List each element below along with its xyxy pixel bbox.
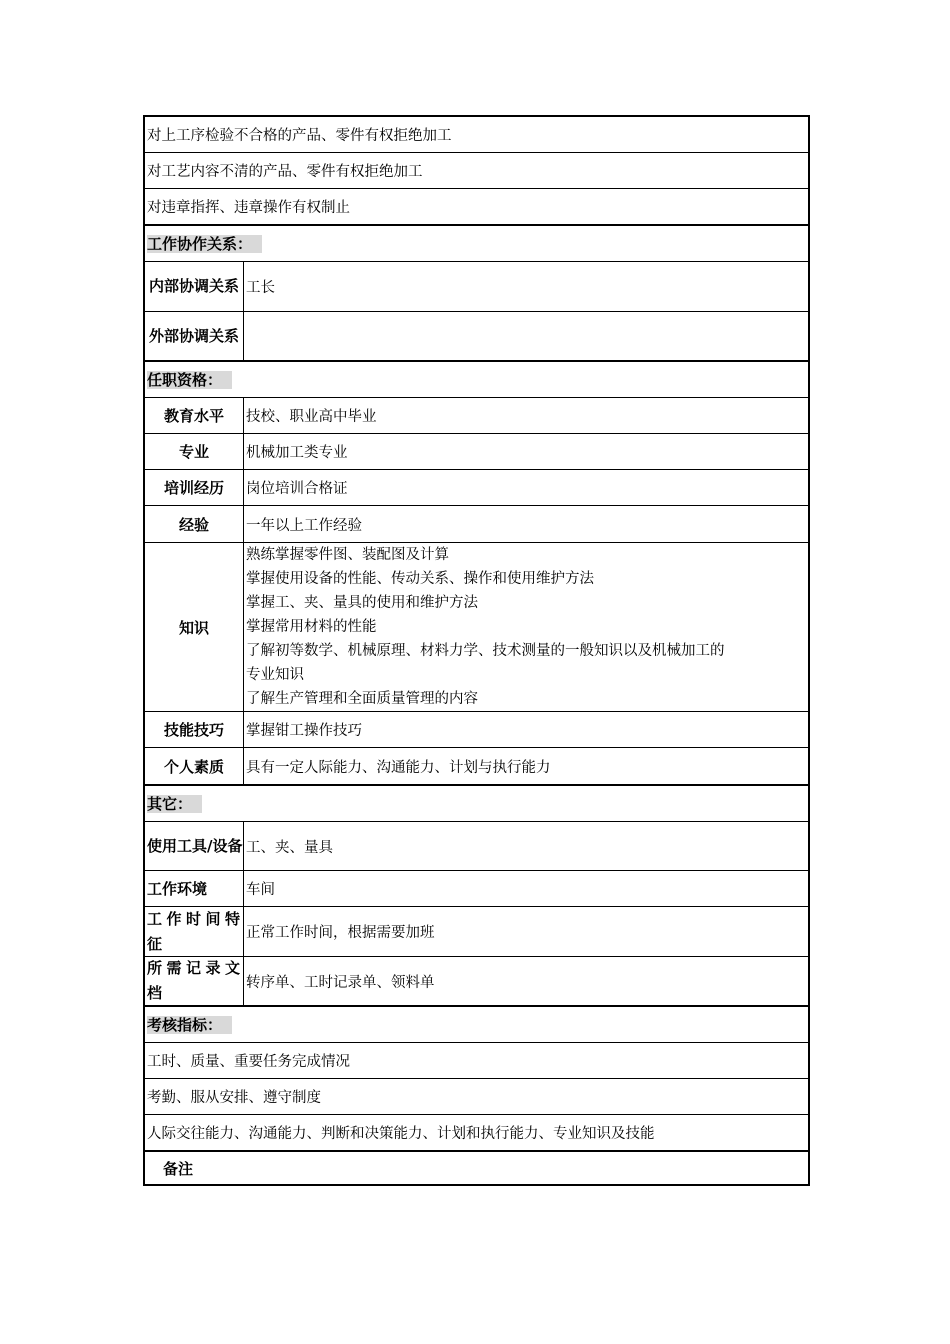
assessment-item: 考勤、服从安排、遵守制度 [145, 1079, 808, 1115]
knowledge-item: 专业知识 [246, 667, 304, 683]
field-label: 外部协调关系 [145, 312, 244, 360]
knowledge-row [145, 543, 808, 712]
section-cooperation-header [145, 226, 808, 262]
education-row [145, 398, 808, 434]
tools-row [145, 822, 808, 871]
skills-row [145, 712, 808, 748]
field-value: 车间 [246, 882, 275, 898]
rights-row [145, 117, 808, 153]
field-value: 一年以上工作经验 [246, 517, 362, 534]
field-label: 培训经历 [145, 470, 244, 505]
section-title: 其它： [147, 795, 202, 813]
rights-row [145, 189, 808, 226]
field-label: 所需记录文档 [145, 957, 244, 1005]
remarks-label: 备注 [163, 1159, 194, 1178]
field-value: 工长 [246, 280, 275, 296]
field-value [244, 312, 808, 360]
section-title: 任职资格： [147, 371, 232, 389]
rights-row [145, 153, 808, 189]
section-qualifications-header [145, 362, 808, 398]
field-value: 岗位培训合格证 [246, 481, 348, 497]
field-label: 使用工具/设备 [145, 822, 244, 870]
assessment-item: 工时、质量、重要任务完成情况 [145, 1043, 808, 1079]
knowledge-item: 掌握常用材料的性能 [246, 619, 377, 635]
field-label: 知识 [145, 543, 244, 711]
knowledge-item: 了解生产管理和全面质量管理的内容 [246, 691, 478, 707]
field-label: 工作时间特征 [145, 907, 244, 956]
field-label: 工作环境 [145, 871, 244, 906]
knowledge-item: 掌握使用设备的性能、传动关系、操作和使用维护方法 [246, 571, 594, 587]
environment-row [145, 871, 808, 907]
major-row [145, 434, 808, 470]
section-assessment-header [145, 1007, 808, 1043]
experience-row [145, 506, 808, 543]
field-value: 正常工作时间，根据需要加班 [246, 925, 435, 941]
knowledge-item: 熟练掌握零件图、装配图及计算 [246, 547, 449, 563]
training-row [145, 470, 808, 506]
remarks-row [145, 1152, 808, 1186]
knowledge-item: 了解初等数学、机械原理、材料力学、技术测量的一般知识以及机械加工的 [246, 643, 725, 659]
rights-text: 对工艺内容不清的产品、零件有权拒绝加工 [147, 164, 423, 180]
field-value: 掌握钳工操作技巧 [246, 723, 362, 739]
internal-coordination-row [145, 262, 808, 312]
job-description-table [143, 115, 810, 1186]
field-label: 经验 [145, 506, 244, 542]
field-label: 技能技巧 [145, 712, 244, 747]
section-title: 考核指标： [147, 1016, 232, 1034]
rights-text: 对上工序检验不合格的产品、零件有权拒绝加工 [147, 128, 452, 144]
assessment-item: 人际交往能力、沟通能力、判断和决策能力、计划和执行能力、专业知识及技能 [145, 1115, 808, 1152]
field-value: 机械加工类专业 [246, 445, 348, 461]
knowledge-list [244, 543, 808, 711]
field-value: 技校、职业高中毕业 [246, 409, 377, 425]
field-value: 工、夹、量具 [246, 839, 333, 856]
field-label: 个人素质 [145, 748, 244, 784]
knowledge-item: 掌握工、夹、量具的使用和维护方法 [246, 595, 478, 611]
field-label: 教育水平 [145, 398, 244, 433]
field-label: 内部协调关系 [145, 262, 244, 311]
external-coordination-row [145, 312, 808, 362]
personal-quality-row [145, 748, 808, 786]
records-row [145, 957, 808, 1007]
field-value: 转序单、工时记录单、领料单 [246, 974, 435, 991]
section-title: 工作协作关系： [147, 235, 262, 253]
rights-text: 对违章指挥、违章操作有权制止 [147, 200, 350, 216]
work-time-row [145, 907, 808, 957]
field-label: 专业 [145, 434, 244, 469]
section-others-header [145, 786, 808, 822]
field-value: 具有一定人际能力、沟通能力、计划与执行能力 [246, 759, 551, 776]
